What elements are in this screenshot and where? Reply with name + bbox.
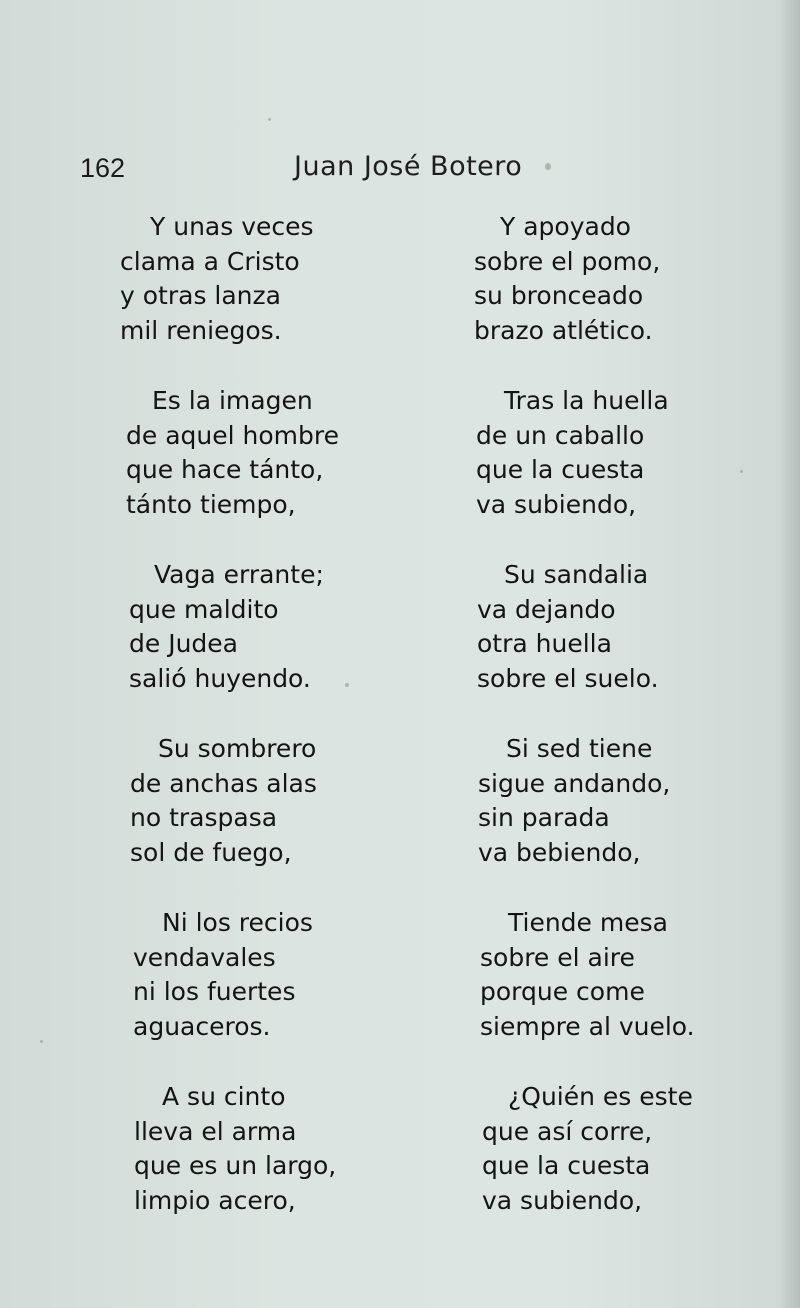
verse-line: sobre el pomo,: [474, 246, 661, 276]
verse-line: que la cuesta: [476, 455, 645, 484]
page-edge-shadow: [778, 0, 800, 1308]
stanza: [120, 210, 410, 348]
verse-line: que es un largo,: [134, 1151, 337, 1180]
verse-line: Ni los recios: [162, 908, 313, 937]
verse-line: va bebiendo,: [478, 837, 641, 867]
paper-speck: [40, 1040, 43, 1043]
verse-line: de aquel hombre: [126, 420, 339, 450]
verse-line: Vaga errante;: [154, 560, 324, 589]
verse-line: va subiendo,: [476, 489, 637, 519]
verse-line: Si sed tiene: [506, 734, 653, 763]
stanza: [120, 558, 410, 696]
stanza: [120, 906, 410, 1044]
verse-line: porque come: [480, 977, 645, 1006]
stanza: [474, 906, 774, 1044]
stanza: [474, 1080, 774, 1218]
verse-line: de anchas alas: [130, 768, 317, 798]
verse-line: Y apoyado: [500, 212, 631, 241]
verse-line: limpio acero,: [134, 1185, 296, 1215]
verse-line: no traspasa: [130, 803, 278, 832]
paper-speck: [268, 118, 271, 121]
verse-line: sigue andando,: [478, 768, 671, 798]
verse-line: que la cuesta: [482, 1151, 651, 1180]
verse-line: Su sombrero: [158, 734, 317, 763]
stanza: [120, 1080, 410, 1218]
verse-line: brazo atlético.: [474, 315, 653, 345]
verse-line: Su sandalia: [504, 560, 649, 589]
verse-line: que hace tánto,: [126, 455, 324, 484]
verse-line: tánto tiempo,: [126, 489, 296, 519]
page-header: [0, 143, 800, 183]
verse-line: sobre el suelo.: [477, 663, 659, 693]
verse-line: ni los fuertes: [133, 977, 296, 1006]
verse-line: y otras lanza: [120, 281, 281, 310]
stanza: [120, 384, 410, 522]
verse-line: aguaceros.: [133, 1011, 271, 1041]
verse-line: lleva el arma: [134, 1116, 297, 1146]
verse-line: que así corre,: [482, 1116, 653, 1146]
stanza: [474, 384, 774, 522]
verse-line: Tras la huella: [504, 386, 669, 415]
stanza: [474, 210, 774, 348]
verse-line: de un caballo: [476, 420, 645, 450]
poem-column-left: [120, 210, 410, 1254]
page-number: 162: [80, 153, 126, 183]
verse-line: Es la imagen: [152, 386, 313, 415]
verse-line: mil reniegos.: [120, 315, 282, 345]
verse-line: ¿Quién es este: [508, 1082, 693, 1111]
verse-line: clama a Cristo: [120, 246, 300, 276]
poem-column-right: [474, 210, 774, 1254]
verse-line: A su cinto: [162, 1082, 286, 1111]
verse-line: Tiende mesa: [508, 908, 668, 937]
verse-line: va dejando: [477, 594, 616, 624]
running-head: Juan José Botero: [294, 151, 523, 182]
verse-line: Y unas veces: [150, 212, 314, 241]
verse-line: vendavales: [133, 942, 276, 972]
verse-line: siempre al vuelo.: [480, 1011, 695, 1041]
verse-line: otra huella: [477, 629, 612, 658]
verse-line: salió huyendo.: [129, 663, 311, 693]
verse-line: sol de fuego,: [130, 837, 292, 867]
verse-line: su bronceado: [474, 281, 644, 310]
stanza: [474, 732, 774, 870]
stanza: [474, 558, 774, 696]
verse-line: va subiendo,: [482, 1185, 643, 1215]
stanza: [120, 732, 410, 870]
verse-line: sin parada: [478, 803, 610, 832]
verse-line: sobre el aire: [480, 942, 635, 972]
verse-line: que maldito: [129, 594, 279, 624]
verse-line: de Judea: [129, 629, 238, 658]
